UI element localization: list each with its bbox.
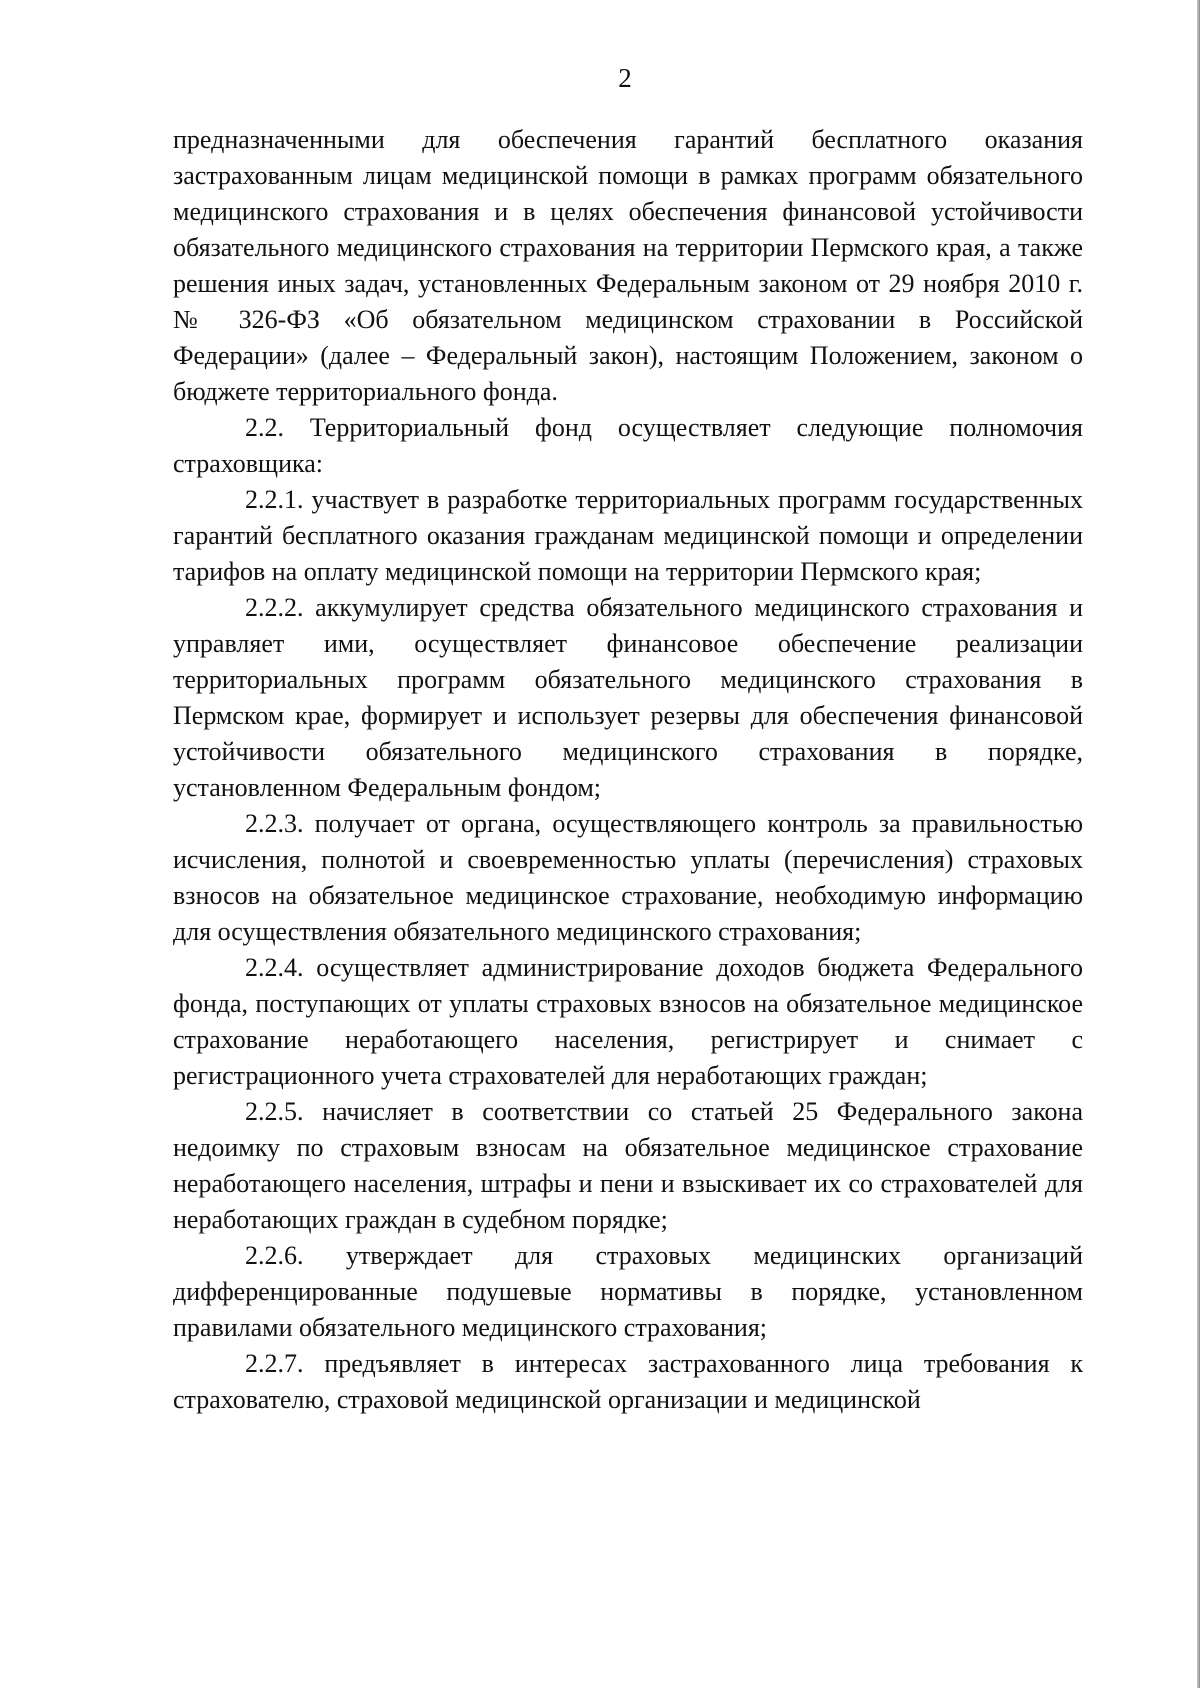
document-body bbox=[173, 122, 1083, 1418]
paragraph-2-2-1: 2.2.1. участвует в разработке территориальных программ государственных гарантий бесплатного оказания гражданам медицинской помощи и определении тарифов на оплату медицинской помощи на территории Пермского края; bbox=[173, 485, 1083, 586]
page-number: 2 bbox=[618, 63, 632, 93]
paragraph-2-2-5: 2.2.5. начисляет в соответствии со статьей 25 Федерального закона недоимку по страховым взносам на обязательное медицинское страхование неработающего населения, штрафы и пени и взыскивает их со страхователей для неработающих граждан в судебном порядке; bbox=[173, 1097, 1083, 1234]
paragraph-continuation: предназначенными для обеспечения гарантий бесплатного оказания застрахованным лицам медицинской помощи в рамках программ обязательного медицинского страхования и в целях обеспечения финансовой устойчивости обязательного медицинского страхования на территории Пермского края, а также решения иных задач, установленных Федеральным законом от 29 ноября 2010 г. № 326-ФЗ «Об обязательном медицинском страховании в Российской Федерации» (далее – Федеральный закон), настоящим Положением, законом о бюджете территориального фонда. bbox=[173, 125, 1083, 406]
paragraph-2-2-2: 2.2.2. аккумулирует средства обязательного медицинского страхования и управляет ими, осуществляет финансовое обеспечение реализации территориальных программ обязательного медицинского страхования в Пермском крае, формирует и использует резервы для обеспечения финансовой устойчивости обязательного медицинского страхования в порядке, установленном Федеральным фондом; bbox=[173, 593, 1083, 802]
paragraph-2-2-4: 2.2.4. осуществляет администрирование доходов бюджета Федерального фонда, поступающих от уплаты страховых взносов на обязательное медицинское страхование неработающего населения, регистрирует и снимает с регистрационного учета страхователей для неработающих граждан; bbox=[173, 953, 1083, 1090]
paragraph-2-2-6: 2.2.6. утверждает для страховых медицинских организаций дифференцированные подушевые нормативы в порядке, установленном правилами обязательного медицинского страхования; bbox=[173, 1241, 1083, 1342]
paragraph-2-2-7: 2.2.7. предъявляет в интересах застрахованного лица требования к страхователю, страховой медицинской организации и медицинской bbox=[173, 1349, 1083, 1414]
paragraph-2-2-3: 2.2.3. получает от органа, осуществляющего контроль за правильностью исчисления, полнотой и своевременностью уплаты (перечисления) страховых взносов на обязательное медицинское страхование, необходимую информацию для осуществления обязательного медицинского страхования; bbox=[173, 809, 1083, 946]
paragraph-2-2: 2.2. Территориальный фонд осуществляет следующие полномочия страховщика: bbox=[173, 413, 1083, 478]
